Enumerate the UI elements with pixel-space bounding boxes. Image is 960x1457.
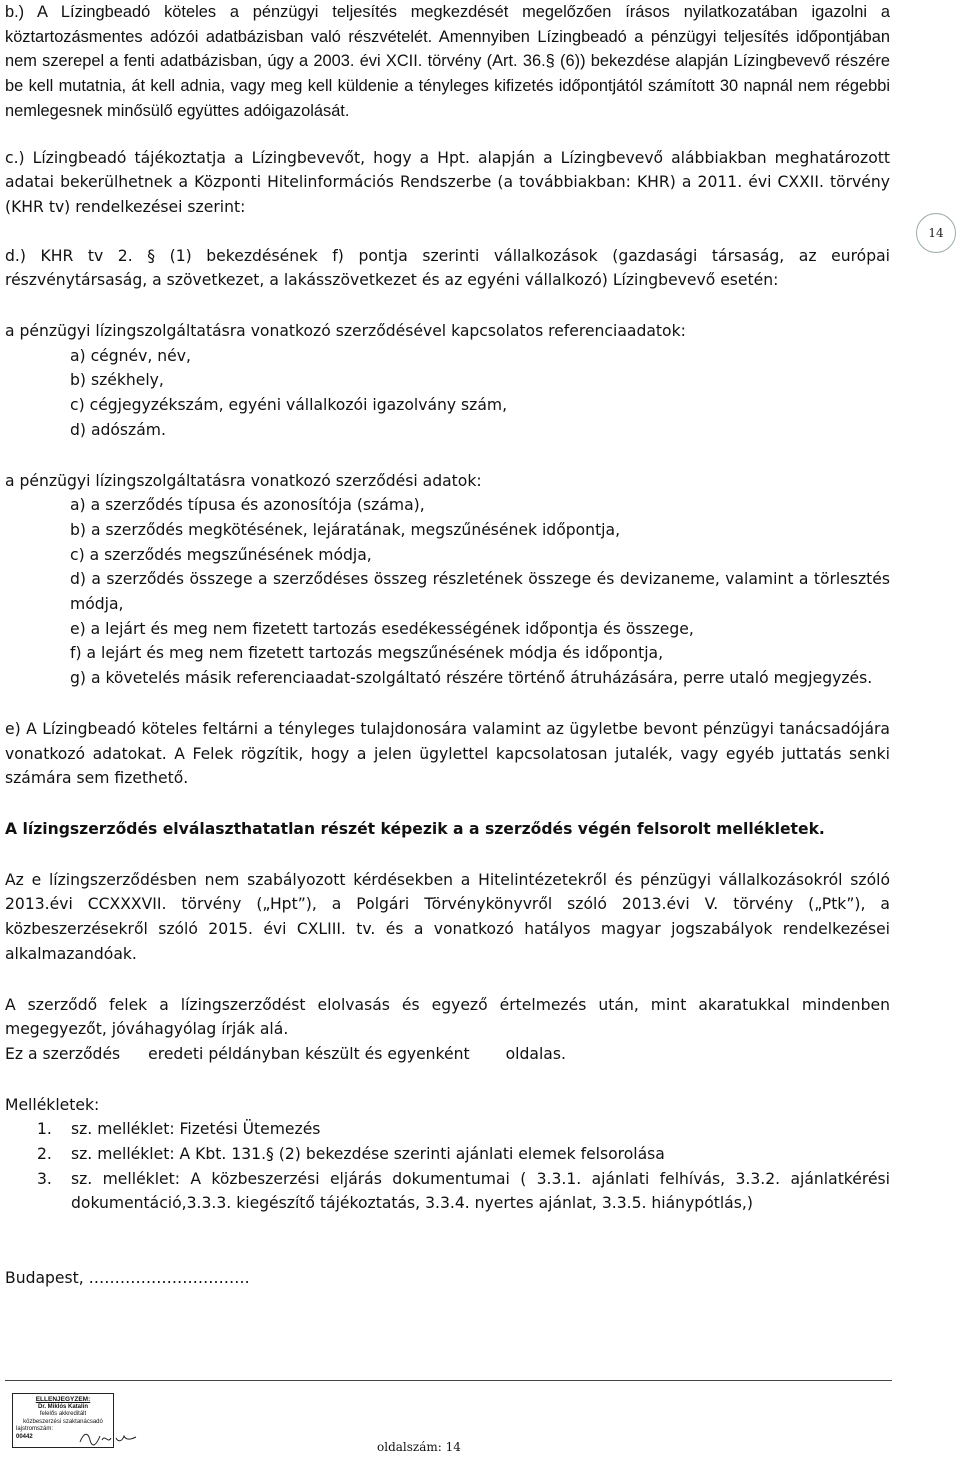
- list-item: 2. sz. melléklet: A Kbt. 131.§ (2) bekezdése szerinti ajánlati elemek felsorolása: [37, 1145, 665, 1164]
- signing-statement: A szerződő felek a lízingszerződést elolvasás és egyező értelmezés után, mint akaratukkal mindenben megegyezőt, jóváhagyólag írják alá.: [5, 995, 890, 1039]
- reference-data-intro: a pénzügyi lízingszolgáltatásra vonatkozó szerződésével kapcsolatos referenciaadatok:: [5, 322, 686, 341]
- page-footer: oldalszám: 14: [377, 1440, 461, 1454]
- contract-data-intro: a pénzügyi lízingszolgáltatásra vonatkozó szerződési adatok:: [5, 471, 482, 490]
- list-item: g) a követelés másik referenciaadat-szolgáltató részére történő átruházására, perre utaló megjegyzés.: [70, 669, 873, 688]
- paragraph-e: e) A Lízingbeadó köteles feltárni a tényleges tulajdonosára valamint az ügyletbe bevont pénzügyi tanácsadójára vonatkozó adatokat. A Felek rögzítik, hogy a jelen ügylettel kapcsolatosan jutalék, vagy egyéb juttatás senki számára sem fizethető.: [5, 719, 890, 788]
- list-item: d) a szerződés összege a szerződéses összeg részletének összege és devizaneme, valamint a törlesztés módja,: [70, 570, 890, 614]
- paragraph-d: d.) KHR tv 2. § (1) bekezdésének f) pontja szerinti vállalkozások (gazdasági társaság, az európai részvénytársaság, a szövetkezet, a lakásszövetkezet és az egyéni vállalkozó) Lízingbevevő esetén:: [5, 246, 890, 290]
- annexes-list: [5, 1117, 890, 1216]
- list-item: c) cégjegyzékszám, egyéni vállalkozói igazolvány szám,: [70, 396, 508, 415]
- countersign-stamp: ELLENJEGYZEM: Dr. Miklós Katalin felelős akkreditált közbeszerzési szaktanácsadó lajstromszám: 00442: [12, 1393, 114, 1448]
- list-item: b) a szerződés megkötésének, lejáratának, megszűnésének időpontja,: [70, 520, 621, 539]
- applicable-law: Az e lízingszerződésben nem szabályozott kérdésekben a Hitelintézetekről és pénzügyi vállalkozásokról szóló 2013.évi CCXXXVII. törvény („Hpt”), a Polgári Törvénykönyvről szóló 2013.évi V. törvény („Ptk”), a közbeszerzésekről szóló 2015. évi CXLIII. tv. és a vonatkozó hatályos magyar jogszabályok rendelkezései alkalmazandóak.: [5, 870, 890, 963]
- list-item: e) a lejárt és meg nem fizetett tartozás esedékességének időpontja és összege,: [70, 619, 694, 638]
- page-number-badge: 14: [916, 213, 956, 253]
- paragraph-b: b.) A Lízingbeadó köteles a pénzügyi teljesítés megkezdését megelőzően írásos nyilatkozatában igazolni a köztartozásmentes adózói adatbázisban való részvételét. Amennyiben Lízingbeadó a pénzügyi teljesítés időpontjában nem szerepel a fenti adatbázisban, úgy a 2003. évi XCII. törvény (Art. 36.§ (6)) bekezdése alapján Lízingbevevő részére be kell mutatnia, át kell adnia, vagy meg kell küldenie a tényleges kifizetés időpontjától számított 30 napnál nem régebbi nemlegesnek minősülő együttes adóigazolását.: [5, 3, 890, 120]
- list-item: f) a lejárt és meg nem fizetett tartozás megszűnésének módja és időpontja,: [70, 644, 664, 663]
- list-item: c) a szerződés megszűnésének módja,: [70, 545, 372, 564]
- list-item: d) adószám.: [70, 420, 166, 439]
- copies-statement: Ez a szerződés eredeti példányban készült és egyenként oldalas.: [5, 1044, 566, 1063]
- paragraph-c: c.) Lízingbeadó tájékoztatja a Lízingbevevőt, hogy a Hpt. alapján a Lízingbevevő alábbiakban meghatározott adatai bekerülhetnek a Központi Hitelinformációs Rendszerbe (a továbbiakban: KHR) a 2011. évi CXXII. törvény (KHR tv) rendelkezései szerint:: [5, 148, 890, 216]
- list-item: b) székhely,: [70, 371, 164, 390]
- signature: [78, 1428, 138, 1448]
- place-and-date: Budapest, ………………………….: [5, 1269, 250, 1288]
- annexes-title: Mellékletek:: [5, 1095, 100, 1114]
- list-item: 3. sz. melléklet: A közbeszerzési eljárás dokumentumai ( 3.3.1. ajánlati felhívás, 3.3.2. ajánlatkérési dokumentáció,3.3.3. kiegészítő tájékoztatás, 3.3.4. nyertes ajánlat, 3.3.5. hiánypótlás,): [37, 1169, 890, 1213]
- list-item: 1. sz. melléklet: Fizetési Ütemezés: [37, 1120, 321, 1139]
- annexes-bold-statement: A lízingszerződés elválaszthatatlan részét képezik a a szerződés végén felsorolt mellékletek.: [5, 819, 825, 838]
- footer-divider: [5, 1380, 892, 1381]
- list-item: a) cégnév, név,: [70, 346, 191, 365]
- reference-data-list: [5, 344, 890, 443]
- list-item: a) a szerződés típusa és azonosítója (száma),: [70, 496, 425, 515]
- contract-data-list: [5, 493, 890, 691]
- document-page: [5, 0, 890, 1291]
